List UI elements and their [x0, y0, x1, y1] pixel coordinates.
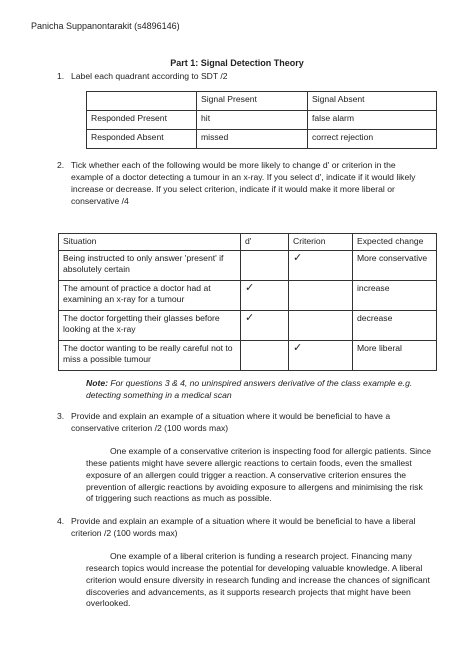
criterion-check-cell — [289, 311, 353, 341]
author-name: Panicha Suppanontarakit (s4896146) — [31, 21, 180, 31]
question-2 — [57, 160, 427, 207]
d-prime-check-cell — [241, 251, 289, 281]
table-cell: Responded Absent — [87, 130, 197, 149]
d-prime-check-cell: ✓ — [241, 281, 289, 311]
expected-change-cell: More conservative — [353, 251, 437, 281]
table-row — [59, 281, 437, 311]
answer-4 — [86, 551, 431, 610]
table-cell: missed — [197, 130, 308, 149]
situation-cell: The amount of practice a doctor had at examining an x-ray for a tumour — [59, 281, 241, 311]
sdt-header-cell: Signal Present — [197, 92, 308, 111]
situation-header-cell: d' — [241, 234, 289, 251]
question-4 — [57, 516, 427, 540]
note-label: Note: — [86, 378, 108, 388]
expected-change-cell: increase — [353, 281, 437, 311]
answer-3 — [86, 446, 431, 505]
table-row — [59, 341, 437, 371]
situation-cell: The doctor wanting to be really careful not to miss a possible tumour — [59, 341, 241, 371]
criterion-check-cell — [289, 281, 353, 311]
table-row — [87, 111, 437, 130]
question-2-text: Tick whether each of the following would be more likely to change d' or criterion in the example of a doctor detecting a tumour in an x-ray. If you select d', indicate if it would likely increase or decrease. If you select criterion, indicate if it would make it more liberal or conservative /4 — [71, 160, 416, 206]
situation-header-cell: Expected change — [353, 234, 437, 251]
table-cell: false alarm — [308, 111, 437, 130]
table-row — [59, 251, 437, 281]
expected-change-cell: More liberal — [353, 341, 437, 371]
table-cell: Responded Present — [87, 111, 197, 130]
d-prime-check-cell — [241, 341, 289, 371]
table-cell: correct rejection — [308, 130, 437, 149]
question-3-text: Provide and explain an example of a situation where it would be beneficial to have a conservative criterion /2 (100 words max) — [71, 411, 391, 433]
situation-cell: Being instructed to only answer 'present' if absolutely certain — [59, 251, 241, 281]
question-3-number: 3. — [57, 411, 65, 421]
question-1-text: Label each quadrant according to SDT /2 — [71, 71, 228, 81]
part-title: Part 1: Signal Detection Theory — [170, 58, 304, 68]
question-2-number: 2. — [57, 160, 65, 170]
note — [86, 378, 436, 402]
criterion-check-cell: ✓ — [289, 341, 353, 371]
situation-table — [58, 233, 437, 371]
situation-table-header — [59, 234, 437, 251]
criterion-check-cell: ✓ — [289, 251, 353, 281]
table-row — [59, 311, 437, 341]
table-cell: hit — [197, 111, 308, 130]
question-3 — [57, 411, 427, 435]
answer-3-text: One example of a conservative criterion is inspecting food for allergic patients. Since these patients might have severe allergic reactions to certain foods, even the smallest exposure of an allergen could trigger a reaction. A conservative criterion ensures the prevention of allergic reactions by avoiding exposure to allergens and minimising the risk of triggering such reactions as much as possible. — [86, 446, 431, 504]
question-4-number: 4. — [57, 516, 65, 526]
answer-4-text: One example of a liberal criterion is funding a research project. Financing many research topics would increase the potential for developing valuable knowledge. A liberal criterion would ensure diversity in research funding and increase the chances of significant discoveries and advancements, as it supports research projects that might have been overlooked. — [86, 551, 430, 609]
sdt-table — [86, 91, 437, 149]
note-text: For questions 3 & 4, no uninspired answers derivative of the class example e.g. detecting something in a medical scan — [86, 378, 413, 400]
question-1 — [57, 71, 427, 83]
question-1-number: 1. — [57, 71, 65, 81]
situation-cell: The doctor forgetting their glasses before looking at the x-ray — [59, 311, 241, 341]
table-row — [87, 130, 437, 149]
sdt-table-header — [87, 92, 437, 111]
sdt-header-cell: Signal Absent — [308, 92, 437, 111]
question-4-text: Provide and explain an example of a situation where it would be beneficial to have a liberal criterion /2 (100 words max) — [71, 516, 416, 538]
d-prime-check-cell: ✓ — [241, 311, 289, 341]
expected-change-cell: decrease — [353, 311, 437, 341]
situation-header-cell: Situation — [59, 234, 241, 251]
situation-header-cell: Criterion — [289, 234, 353, 251]
sdt-header-cell — [87, 92, 197, 111]
